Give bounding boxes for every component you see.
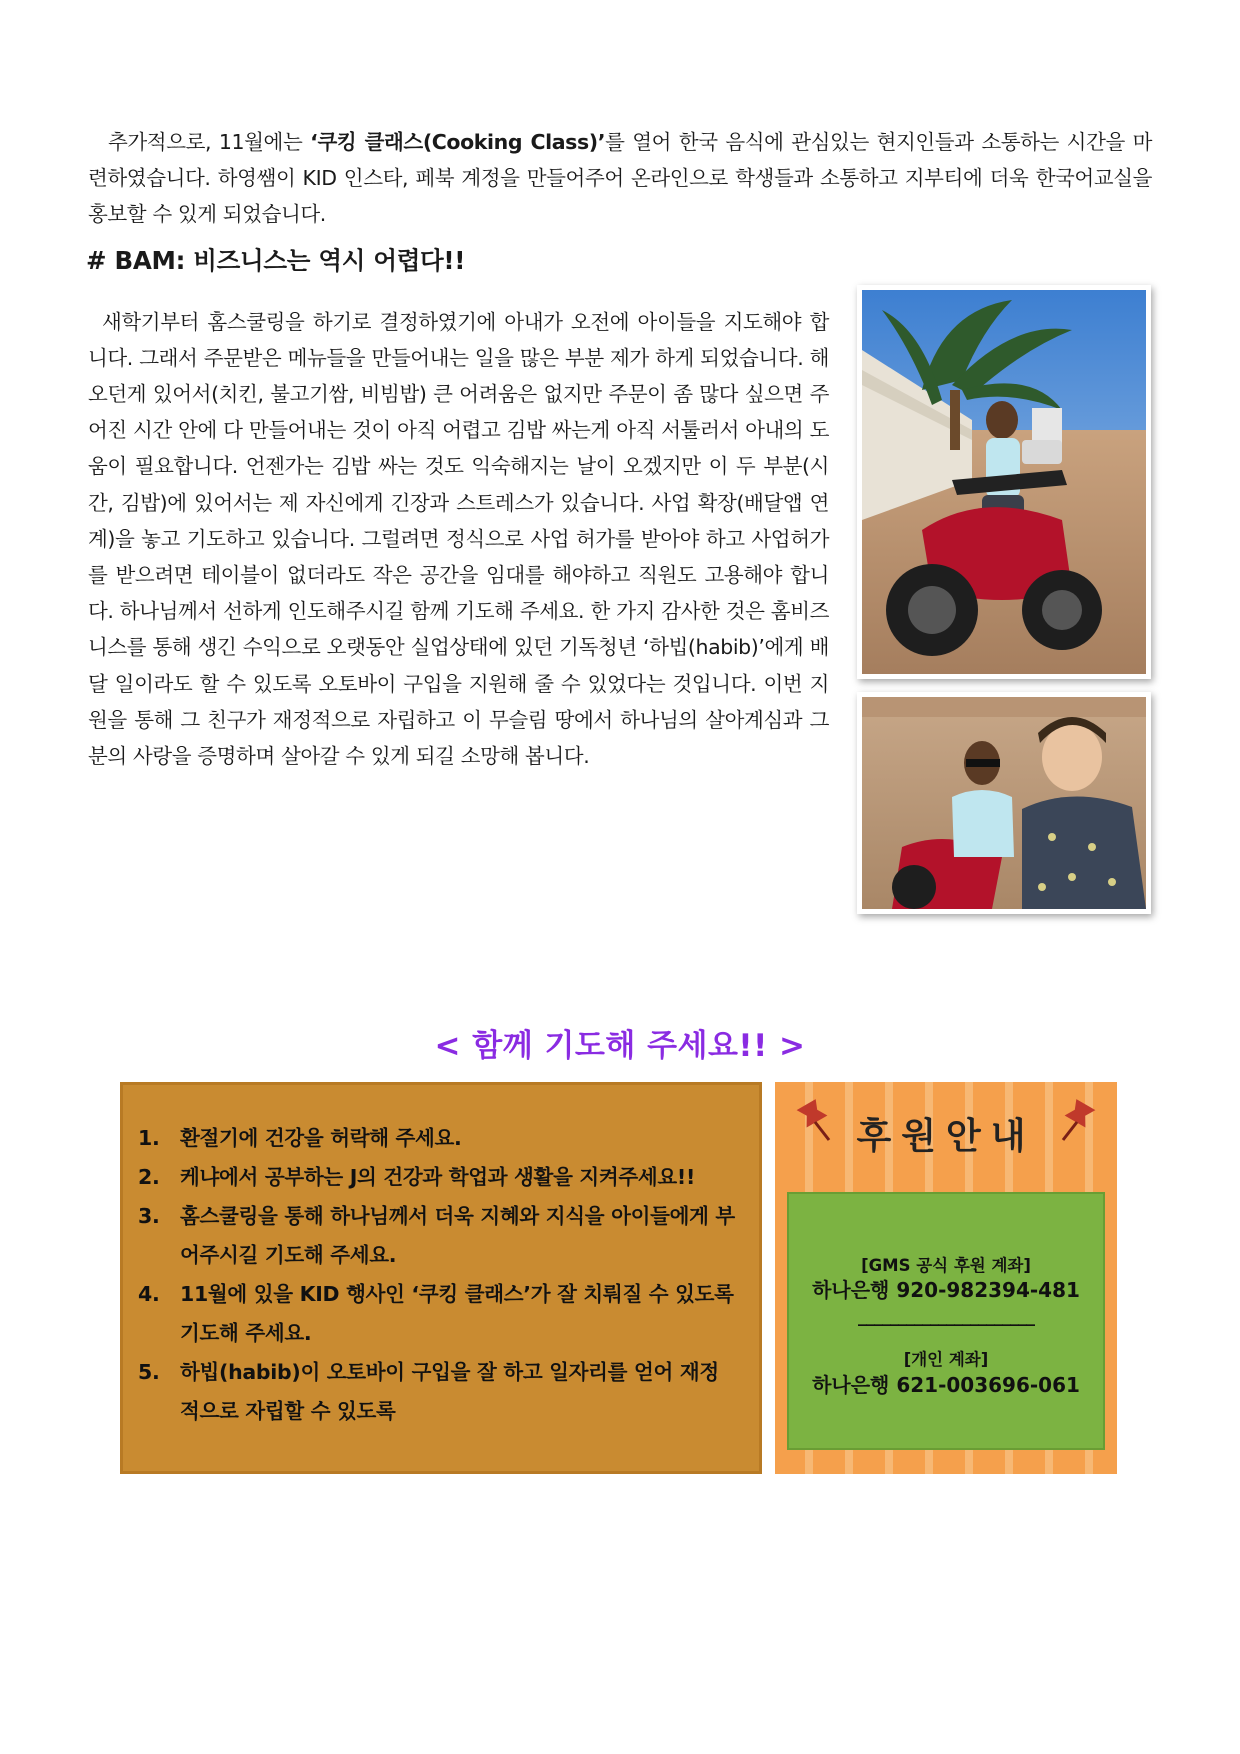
prayer-list-box (120, 1082, 762, 1474)
prayer-item (138, 1353, 738, 1431)
prayer-item-text: 환절기에 건강을 허락해 주세요. (180, 1126, 462, 1150)
prayer-item (138, 1119, 738, 1158)
bam-paragraph: 새학기부터 홈스쿨링을 하기로 결정하였기에 아내가 오전에 아이들을 지도해야 합니다. 그래서 주문받은 메뉴들을 만들어내는 일을 많은 부분 제가 하게 되었습니다. 해오던게 있어서(치킨, 불고기쌈, 비빔밥) 큰 어려움은 없지만 주문이 좀 많다 싶으면 주어진 시간 안에 다 만들어내는 것이 아직 어렵고 김밥 싸는게 아직 서툴러서 아내의 도움이 필요합니다. 언젠가는 김밥 싸는 것도 익숙해지는 날이 오겠지만 이 두 부분(시간, 김밥)에 있어서는 제 자신에게 긴장과 스트레스가 있습니다. 사업 확장(배달앱 연계)을 놓고 기도하고 있습니다. 그럴려면 정식으로 사업 허가를 받아야 하고 사업허가를 받으려면 테이블이 없더라도 작은 공간을 임대를 해야하고 직원도 고용해야 합니다. 하나님께서 선하게 인도해주시길 함께 기도해 주세요. 한 가지 감사한 것은 홈비즈니스를 통해 생긴 수익으로 오랫동안 실업상태에 있던 기독청년 ‘하빕(habib)’에게 배달 일이라도 할 수 있도록 오토바이 구입을 지원해 줄 수 있었다는 것입니다. 이번 지원을 통해 그 친구가 재정적으로 자립하고 이 무슬림 땅에서 하나님의 살아계심과 그분의 사랑을 증명하며 살아갈 수 있게 되길 소망해 봅니다. (88, 309, 830, 768)
intro-text-after: 를 열어 한국 음식에 관심있는 현지인들과 소통하는 시간을 마련하였습니다. 하영쌤이 KID 인스타, 페북 계정을 만들어주어 온라인으로 학생들과 소통하고 지부티에 더욱 한국어교실을 홍보할 수 있게 되었습니다. (88, 129, 1153, 226)
intro-cooking-class: ‘쿠킹 클래스(Cooking Class)’ (310, 129, 606, 154)
prayer-item-number: 2. (138, 1165, 160, 1189)
personal-account-label: [개인 계좌] (903, 1350, 989, 1369)
photo-man-on-motorbike (857, 285, 1151, 679)
prayer-item (138, 1158, 738, 1197)
photo-two-men-selfie (857, 692, 1151, 914)
intro-paragraph (88, 124, 1152, 233)
intro-text-before: 추가적으로, 11월에는 (108, 129, 311, 154)
personal-account-number: 하나은행 621-003696-061 (812, 1373, 1080, 1397)
gms-account-label: [GMS 공식 후원 계좌] (861, 1256, 1031, 1275)
prayer-title: < 함께 기도해 주세요!! > (434, 1028, 806, 1064)
prayer-item (138, 1275, 738, 1353)
prayer-item-number: 4. (138, 1282, 160, 1306)
prayer-item-number: 5. (138, 1360, 160, 1384)
prayer-item-text: 11월에 있을 KID 행사인 ‘쿠킹 클래스’가 잘 치뤄질 수 있도록 기도해 주세요. (180, 1282, 734, 1345)
account-separator: ______________________ (858, 1306, 1034, 1327)
support-info-box (775, 1082, 1117, 1474)
prayer-item (138, 1197, 738, 1275)
prayer-item-text: 케냐에서 공부하는 J의 건강과 학업과 생활을 지켜주세요!! (180, 1165, 696, 1189)
prayer-item-text: 하빕(habib)이 오토바이 구입을 잘 하고 일자리를 얻어 재정적으로 자립할 수 있도록 (180, 1360, 719, 1423)
prayer-item-number: 3. (138, 1204, 160, 1228)
prayer-item-number: 1. (138, 1126, 160, 1150)
support-title: 후원안내 (856, 1116, 1036, 1157)
bam-heading: # BAM: 비즈니스는 역시 어렵다!! (86, 246, 466, 275)
prayer-item-text: 홈스쿨링을 통해 하나님께서 더욱 지혜와 지식을 아이들에게 부어주시길 기도해 주세요. (180, 1204, 735, 1267)
gms-account-number: 하나은행 920-982394-481 (812, 1278, 1080, 1302)
support-accounts-panel (787, 1192, 1105, 1450)
prayer-list (138, 1119, 738, 1431)
